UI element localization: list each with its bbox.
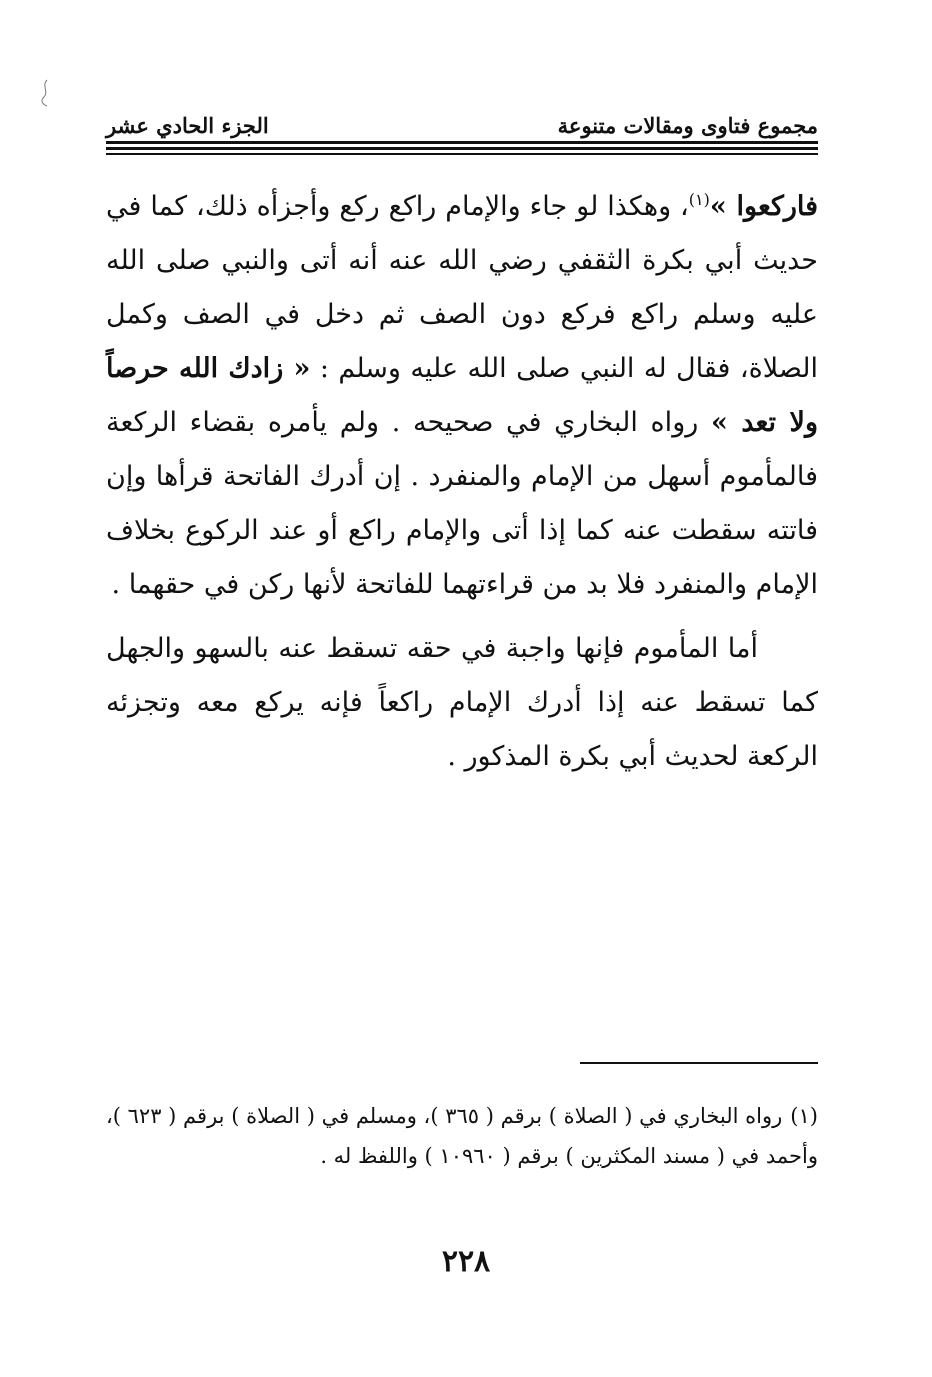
header-rule-bottom bbox=[106, 153, 818, 155]
page-number: ٢٢٨ bbox=[441, 1244, 491, 1279]
footnote-item bbox=[106, 1096, 818, 1176]
paragraph-2: أما المأموم فإنها واجبة في حقه تسقط عنه بالسهو والجهل كما تسقط عنه إذا أدرك الإمام راكعاً فإنه يركع معه وتجزئه الركعة لحديث أبي بكرة المذكور . bbox=[106, 633, 818, 772]
header-rule-middle bbox=[106, 147, 818, 150]
footnote-text: رواه البخاري في ( الصلاة ) برقم ( ٣٦٥ )، ومسلم في ( الصلاة ) برقم ( ٦٢٣ )، وأحمد في ( مسند المكثرين ) برقم ( ١٠٩٦٠ ) واللفظ له . bbox=[106, 1104, 818, 1168]
margin-scan-mark bbox=[38, 78, 52, 108]
quote-ending: فاركعوا » bbox=[709, 191, 818, 222]
volume-label: الجزء الحادي عشر bbox=[106, 113, 269, 138]
book-title: مجموع فتاوى ومقالات متنوعة bbox=[557, 113, 818, 138]
main-text bbox=[106, 180, 818, 784]
paragraph-1 bbox=[106, 180, 818, 612]
hadith-quote: « زادك الله حرصاً ولا تعد » bbox=[106, 353, 818, 438]
footnote-separator bbox=[580, 1062, 818, 1064]
footnote-ref-1: (١) bbox=[688, 190, 710, 209]
footnotes bbox=[106, 1096, 818, 1176]
header-rule-top bbox=[106, 141, 818, 144]
running-header bbox=[106, 108, 818, 138]
paragraph-1-text-a: ، وهكذا لو جاء والإمام راكع ركع وأجزأه ذلك، كما في حديث أبي بكرة الثقفي رضي الله عنه أنه أتى والنبي صلى الله عليه وسلم راكع فركع دون الصف ثم دخل في الصف وكمل الصلاة، فقال له النبي صلى الله عليه وسلم : bbox=[106, 191, 818, 384]
footnote-number: (١) bbox=[790, 1104, 818, 1128]
paragraph-1-text-b: رواه البخاري في صحيحه . ولم يأمره بقضاء الركعة فالمأموم أسهل من الإمام والمنفرد . إن أدرك الفاتحة قرأها وإن فاتته سقطت عنه كما إذا أتى والإمام راكع أو عند الركوع بخلاف الإمام والمنفرد فلا بد من قراءتهما للفاتحة لأنها ركن في حقهما . bbox=[106, 407, 818, 600]
